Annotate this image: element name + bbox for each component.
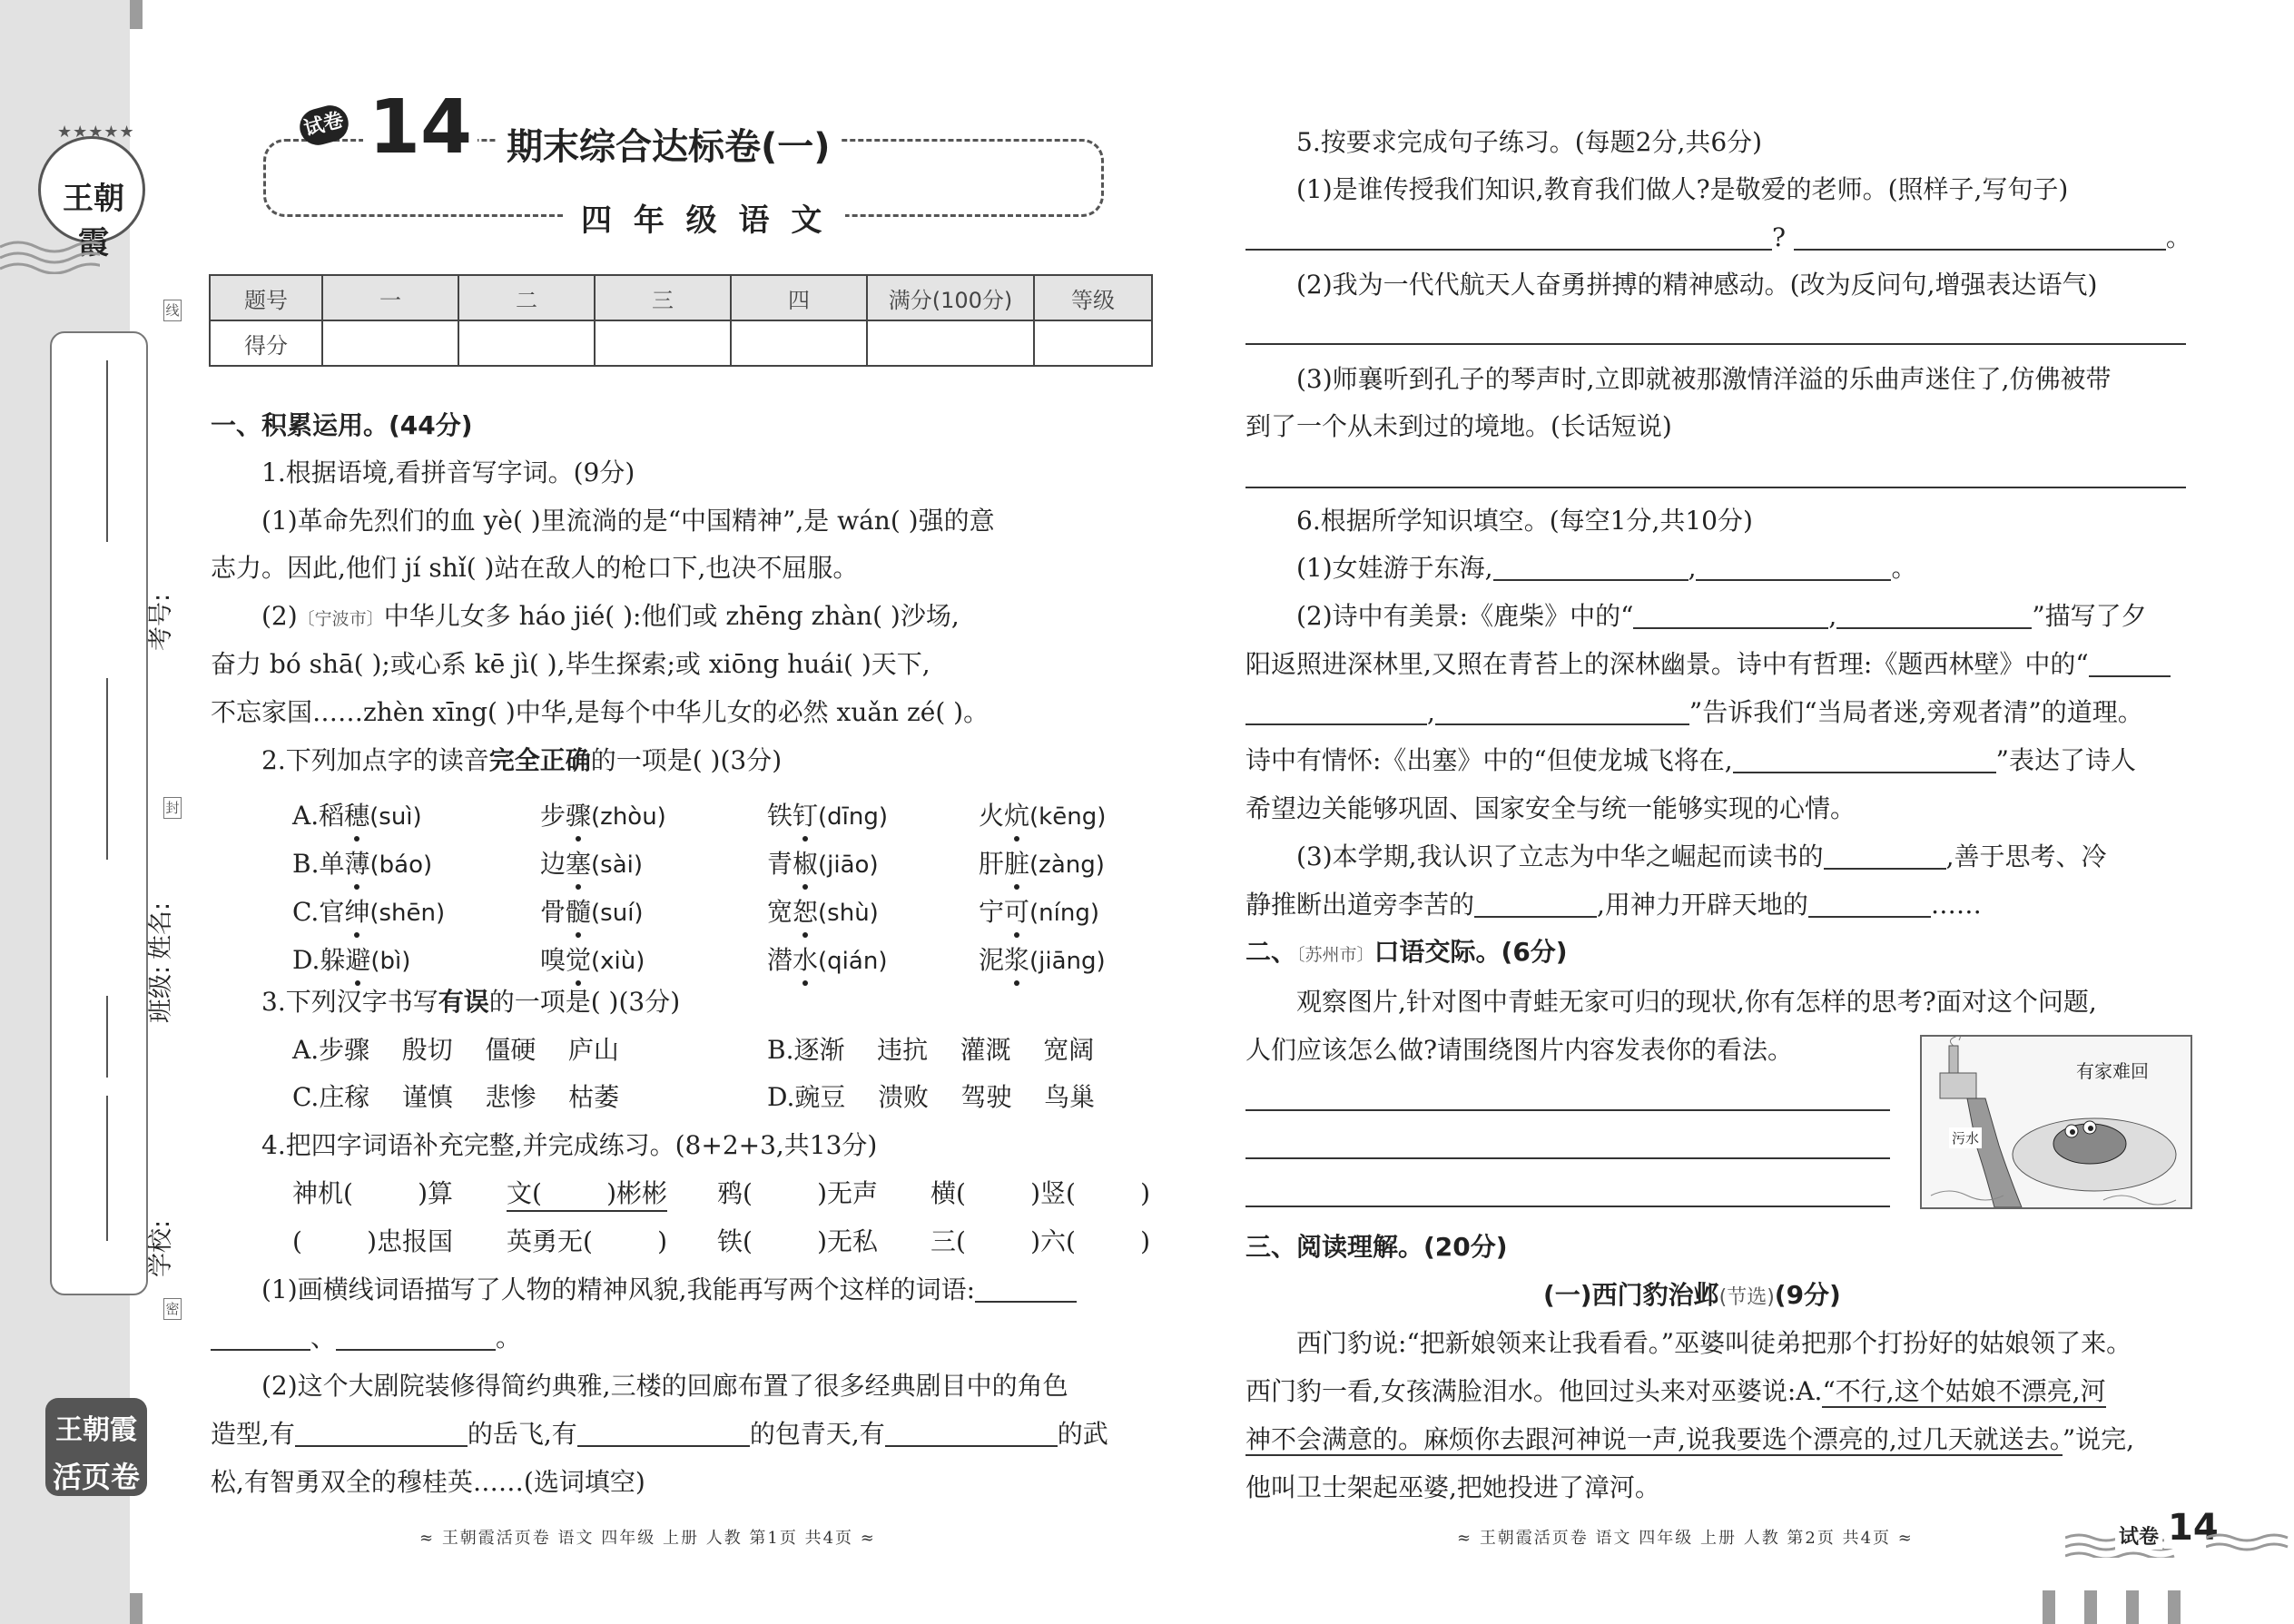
- score-cell[interactable]: [458, 320, 595, 366]
- section1-heading: 一、积累运用。(44分): [211, 410, 473, 440]
- q6-l4: [1245, 697, 2143, 727]
- q2-option-item: [292, 796, 422, 832]
- q2-option-item: [767, 796, 888, 832]
- q3-option-b: B.逐渐 违抗 灌溉 宽阔: [767, 1035, 1095, 1065]
- corner-wave-right: [2206, 1530, 2294, 1558]
- punct: ,: [1427, 697, 1435, 727]
- school-line[interactable]: [106, 1096, 108, 1241]
- q5-s1: (1)是谁传授我们知识,教育我们做人?是敬爱的老师。(照样子,写句子): [1296, 174, 2069, 204]
- underlined-text: 神不会满意的。麻烦你去跟河神说一声,说我要选个漂亮的,过几天就送去。: [1245, 1424, 2063, 1454]
- score-cell[interactable]: [595, 320, 731, 366]
- class-label: 班级:: [147, 965, 175, 1023]
- pinyin: (sài): [591, 851, 644, 879]
- q2-option-item: [979, 796, 1106, 832]
- score-cell[interactable]: [322, 320, 458, 366]
- q3-stem-a: 3.下列汉字书写: [261, 987, 438, 1017]
- text: ”说完,: [2062, 1424, 2135, 1454]
- index-mark: [2126, 1590, 2139, 1624]
- header-cell: 二: [458, 275, 595, 320]
- illustration-label: 污水: [1949, 1127, 1982, 1148]
- score-label: 得分: [210, 320, 322, 366]
- text: (2)诗中有美景:《鹿柴》中的“: [1296, 601, 1634, 631]
- text: 二、: [1245, 937, 1297, 967]
- answer-line[interactable]: [1245, 1109, 1890, 1111]
- dotted-character: 椒: [793, 849, 819, 879]
- header-cell: 等级: [1034, 275, 1152, 320]
- section2-prompt-line1: 观察图片,针对图中青蛙无家可归的现状,你有怎样的思考?面对这个问题,: [1296, 987, 2097, 1017]
- q4-part2-line1: (2)这个大剧院装修得简约典雅,三楼的回廊布置了很多经典剧目中的角色: [261, 1371, 1068, 1401]
- answer-blank[interactable]: [1245, 225, 1772, 251]
- q5-stem: 5.按要求完成句子练习。(每题2分,共6分): [1296, 127, 1763, 157]
- footer-left-text: 王朝霞活页卷 语文 四年级 上册 人教 第1页 共4页: [441, 1529, 854, 1548]
- q6-l3: [1245, 649, 2171, 679]
- crop-mark: [130, 0, 143, 29]
- q4-idiom: 三( )六( ): [930, 1226, 1151, 1256]
- text: 青: [767, 849, 793, 879]
- name-label: 姓名:: [147, 901, 175, 960]
- text: 造型,有: [211, 1419, 295, 1449]
- text: 的包青天,有: [749, 1419, 885, 1449]
- q2-option-item: [767, 892, 879, 929]
- q6-l6: 希望边关能够巩固、国家安全与统一能够实现的心情。: [1245, 793, 1856, 823]
- punct: ,: [1688, 553, 1697, 583]
- text: 铁: [767, 801, 793, 831]
- answer-blank[interactable]: [975, 1277, 1077, 1303]
- text: (节选): [1718, 1286, 1775, 1309]
- exam-no-label: 考号:: [147, 593, 175, 651]
- q4-part1: [261, 1277, 1077, 1303]
- pinyin: (jiāng): [1029, 948, 1106, 975]
- q1-line3-text: 中华儿女多 háo jié( ):他们或 zhēng zhàn( )沙场,: [383, 601, 960, 631]
- punct: ,: [1828, 601, 1837, 631]
- q3-stem-c: 的一项是( )(3分): [488, 987, 681, 1017]
- pinyin: (suí): [591, 900, 644, 927]
- paper-subtitle: 四 年 级 语 文: [563, 195, 845, 240]
- answer-blank[interactable]: [1493, 556, 1689, 581]
- q1-line1: (1)革命先烈们的血 yè( )里流淌的是“中国精神”,是 wán( )强的意: [261, 506, 995, 536]
- footer-left: ≈ 王朝霞活页卷 语文 四年级 上册 人教 第1页 共4页 ≈: [419, 1529, 876, 1548]
- q4-part2-line3: 松,有智勇双全的穆桂英……(选词填空): [211, 1467, 645, 1497]
- q2-option-item: [540, 796, 666, 832]
- pinyin: (kēng): [1029, 803, 1107, 831]
- text: 阳返照进深林里,又照在青苔上的深林幽景。诗中有哲理:《题西林壁》中的“: [1245, 649, 2089, 679]
- text: ”告诉我们“当局者迷,旁观者清”的道理。: [1689, 697, 2143, 727]
- text: 西门豹一看,女孩满脸泪水。他回过头来对巫婆说:A.: [1245, 1376, 1823, 1406]
- punct: 、: [310, 1323, 337, 1353]
- text: (3)本学期,我认识了立志为中华之崛起而读书的: [1296, 842, 1824, 871]
- pinyin: (jiāo): [818, 851, 879, 879]
- text: ……: [1930, 890, 1982, 920]
- q6-stem: 6.根据所学知识填空。(每空1分,共10分): [1296, 506, 1753, 536]
- footer-right-text: 王朝霞活页卷 语文 四年级 上册 人教 第2页 共4页: [1479, 1529, 1892, 1548]
- q6-l5: [1245, 745, 2136, 775]
- q2-stem-emphasis: 完全正确: [488, 745, 591, 775]
- q3-stem: [261, 989, 680, 1015]
- answer-blank[interactable]: [1474, 892, 1597, 918]
- index-mark: [2043, 1590, 2055, 1624]
- school-label: 学校:: [147, 1219, 175, 1277]
- dotted-character: 穗: [344, 801, 370, 831]
- q2-option-item: [979, 892, 1099, 929]
- answer-blank[interactable]: [1696, 556, 1891, 581]
- dotted-character: 炕: [1004, 801, 1030, 831]
- q3-option-a: A.步骤 殷切 僵硬 庐山: [292, 1035, 619, 1065]
- dotted-character: 觉: [566, 945, 592, 975]
- q6-l8: [1245, 892, 1982, 918]
- q3-option-d: D.豌豆 溃败 驾驶 鸟巢: [767, 1082, 1096, 1112]
- text: 骨: [540, 897, 566, 927]
- answer-blank[interactable]: [211, 1325, 310, 1351]
- pinyin: (zhòu): [591, 803, 666, 831]
- q1-stem: 1.根据语境,看拼音写字词。(9分): [261, 458, 635, 487]
- text: 口语交际。(6分): [1373, 937, 1568, 967]
- q1-line5: 不忘家国……zhèn xīng( )中华,是每个中华儿女的必然 xuǎn zé( )。: [211, 697, 989, 727]
- text: B.单: [292, 849, 345, 879]
- score-table: [209, 274, 1153, 367]
- text: 火: [979, 801, 1005, 831]
- answer-blank[interactable]: [885, 1422, 1058, 1447]
- paper-number: 14: [363, 91, 478, 165]
- dotted-character: 恕: [793, 897, 819, 927]
- illustration-caption: 有家难回: [2076, 1060, 2149, 1082]
- class-line-top: [106, 996, 108, 1050]
- badge-line2: 活页卷: [52, 1460, 140, 1494]
- answer-blank[interactable]: [1836, 604, 2032, 629]
- text: ,用神力开辟天地的: [1597, 890, 1808, 920]
- pinyin: (suì): [369, 803, 422, 831]
- answer-blank[interactable]: [1824, 844, 1946, 870]
- answer-blank[interactable]: [1733, 748, 1996, 773]
- brand-logo: [38, 123, 145, 261]
- logo-stars: ★★★★★: [57, 123, 135, 142]
- q5-s2: (2)我为一代代航天人奋勇拼搏的精神感动。(改为反问句,增强表达语气): [1296, 270, 2098, 300]
- gutter-wave-lines: [0, 238, 100, 274]
- passage-line2: [1245, 1376, 2106, 1406]
- text: 肝: [979, 849, 1005, 879]
- text: 诗中有情怀:《出塞》中的“但使龙城飞将在,: [1245, 745, 1733, 775]
- q4-idiom: 鸦( )无声: [717, 1178, 879, 1208]
- q2-option-item: [767, 940, 887, 977]
- pinyin: (qián): [818, 948, 888, 975]
- q4-part1-cont: [211, 1325, 521, 1351]
- q2-stem: [261, 745, 783, 775]
- text: 宁: [979, 897, 1005, 927]
- class-line[interactable]: [106, 1050, 108, 1078]
- name-line[interactable]: [106, 678, 108, 860]
- punct: ?: [1772, 222, 1787, 252]
- q2-option-item: [540, 940, 645, 977]
- dotted-character: 薄: [344, 849, 370, 879]
- q1-line3: [261, 601, 960, 632]
- footer-right: ≈ 王朝霞活页卷 语文 四年级 上册 人教 第2页 共4页 ≈: [1457, 1529, 1914, 1548]
- text: C.官: [292, 897, 345, 927]
- answer-blank[interactable]: [1794, 225, 2166, 251]
- q6-l2: [1296, 601, 2147, 631]
- q5-s3-line2: 到了一个从未到过的境地。(长话短说): [1245, 411, 1672, 441]
- header-cell: 四: [731, 275, 867, 320]
- q2-option-item: [540, 844, 643, 881]
- text: 泥: [979, 945, 1005, 975]
- pinyin: (xiù): [591, 948, 645, 975]
- score-table-row: [210, 320, 1152, 366]
- text: 边: [540, 849, 566, 879]
- pinyin: (shù): [818, 900, 879, 927]
- text: ,善于思考、冷: [1945, 842, 2107, 871]
- dotted-character: 浆: [1004, 945, 1030, 975]
- q1-line3-prefix: (2): [261, 601, 298, 631]
- text: (9分): [1774, 1280, 1841, 1310]
- seal-mark-seal: 封: [163, 797, 182, 819]
- q6-l1: [1296, 553, 1917, 583]
- brand-badge: [45, 1398, 147, 1496]
- region-tag: 〔宁波市〕: [297, 609, 384, 629]
- score-cell[interactable]: [1034, 320, 1152, 366]
- corner-number: 14: [2164, 1507, 2222, 1549]
- underlined-text: “不行,这个姑娘不漂亮,河: [1822, 1376, 2106, 1406]
- punct: 。: [2165, 222, 2191, 252]
- punct: 。: [1891, 553, 1917, 583]
- text: 步: [540, 801, 566, 831]
- seal-mark-line: 线: [163, 300, 182, 321]
- dotted-character: 脏: [1004, 849, 1030, 879]
- index-mark: [2168, 1590, 2181, 1624]
- dotted-character: 水: [793, 945, 819, 975]
- dotted-character: 髓: [566, 897, 592, 927]
- answer-line[interactable]: [1245, 343, 2186, 345]
- pinyin: (dīng): [818, 803, 889, 831]
- q4-idiom: 神机( )算: [292, 1178, 454, 1208]
- text: 静推断出道旁李苦的: [1245, 890, 1475, 920]
- q1-line4: 奋力 bó shā( );或心系 kē jì( ),毕生探索;或 xiōng huái( )天下,: [211, 649, 930, 679]
- answer-line[interactable]: [1245, 1206, 1890, 1207]
- seal-mark-secret: 密: [163, 1298, 182, 1320]
- text: A.稻: [292, 801, 345, 831]
- answer-blank[interactable]: [1435, 700, 1689, 725]
- text: D.躲: [292, 945, 346, 975]
- header-cell: 三: [595, 275, 731, 320]
- q4-idiom: ( )忠报国: [292, 1226, 454, 1256]
- q4-stem: 4.把四字词语补充完整,并完成练习。(8+2+3,共13分): [261, 1130, 878, 1160]
- q2-option-item: [292, 940, 410, 977]
- text: 潜: [767, 945, 793, 975]
- section3-heading: 三、阅读理解。(20分): [1245, 1232, 1508, 1262]
- answer-blank[interactable]: [295, 1422, 468, 1447]
- pinyin: (shēn): [369, 900, 446, 927]
- q2-option-item: [979, 844, 1105, 881]
- answer-blank[interactable]: [577, 1422, 750, 1447]
- dotted-character: 钉: [793, 801, 819, 831]
- text: ”描写了夕: [2032, 601, 2147, 631]
- text: 的武: [1057, 1419, 1108, 1449]
- q4-part1-text: (1)画横线词语描写了人物的精神风貌,我能再写两个这样的词语:: [261, 1275, 975, 1304]
- paper-tag: 试卷: [296, 102, 353, 150]
- answer-line[interactable]: [1245, 1157, 1890, 1159]
- q2-option-item: [979, 940, 1106, 977]
- header-cell: 题号: [210, 275, 322, 320]
- region-tag: 〔苏州市〕: [1296, 945, 1374, 965]
- index-mark: [2084, 1590, 2097, 1624]
- pinyin: (bì): [370, 948, 411, 975]
- q2-stem-c: 的一项是( )(3分): [590, 745, 783, 775]
- q5-s3-line1: (3)师襄听到孔子的琴声时,立即就被那激情洋溢的乐曲声迷住了,仿佛被带: [1296, 364, 2112, 394]
- answer-blank[interactable]: [1245, 700, 1427, 725]
- q2-option-item: [767, 844, 879, 881]
- dotted-character: 骤: [566, 801, 592, 831]
- score-table-header: [210, 275, 1152, 320]
- pinyin: (níng): [1029, 900, 1100, 927]
- text: 宽: [767, 897, 793, 927]
- q4-idiom: 铁( )无私: [717, 1226, 879, 1256]
- score-cell[interactable]: [867, 320, 1034, 366]
- q3-option-c: C.庄稼 谨慎 悲惨 枯萎: [292, 1082, 620, 1112]
- q4-idiom: 英勇无( ): [507, 1226, 668, 1256]
- q4-idiom-underlined: 文( )彬彬: [507, 1181, 667, 1212]
- pinyin: (zàng): [1029, 851, 1105, 879]
- text: 嗅: [540, 945, 566, 975]
- q1-line2: 志力。因此,他们 jí shǐ( )站在敌人的枪口下,也决不屈服。: [211, 553, 859, 583]
- score-cell[interactable]: [731, 320, 867, 366]
- q4-idiom: 横( )竖( ): [930, 1178, 1151, 1208]
- passage-line1: 西门豹说:“把新娘领来让我看看。”巫婆叫徒弟把那个打扮好的姑娘领了来。: [1296, 1328, 2132, 1358]
- answer-blank[interactable]: [2089, 652, 2171, 677]
- q3-stem-emphasis: 有误: [438, 987, 489, 1017]
- text: (一)西门豹治邺: [1543, 1280, 1719, 1310]
- exam-no-line[interactable]: [106, 360, 108, 542]
- answer-blank[interactable]: [1808, 892, 1931, 918]
- text: (1)女娃游于东海,: [1296, 553, 1493, 583]
- q2-option-item: [540, 892, 644, 929]
- student-info-card: [50, 331, 175, 1295]
- text: 的岳飞,有: [467, 1419, 577, 1449]
- dotted-character: 可: [1004, 897, 1030, 927]
- q6-l7: [1296, 844, 2106, 870]
- section2-heading: [1245, 937, 1568, 968]
- dotted-character: 避: [345, 945, 371, 975]
- crop-mark: [130, 1593, 143, 1624]
- q2-stem-a: 2.下列加点字的读音: [261, 745, 489, 775]
- header-cell: 一: [322, 275, 458, 320]
- punct: 。: [496, 1323, 522, 1353]
- badge-line1: 王朝霞: [55, 1414, 137, 1446]
- q2-option-item: [292, 844, 432, 881]
- passage-line4: 他叫卫士架起巫婆,把她投进了漳河。: [1245, 1472, 1660, 1502]
- answer-line[interactable]: [1245, 487, 2186, 488]
- pinyin: (báo): [369, 851, 433, 879]
- text: ”表达了诗人: [1995, 745, 2136, 775]
- passage-line3: [1245, 1424, 2135, 1454]
- passage-title: [1543, 1280, 1841, 1311]
- q5-s1-answer: [1245, 222, 2191, 252]
- q4-part2-line2: [211, 1419, 1108, 1449]
- frog-illustration: [1920, 1035, 2192, 1209]
- dotted-character: 塞: [566, 849, 592, 879]
- dotted-character: 绅: [344, 897, 370, 927]
- illustration-drawing: [1922, 1037, 2191, 1207]
- paper-title: 期末综合达标卷(一): [497, 118, 840, 170]
- section2-prompt-line2: 人们应该怎么做?请围绕图片内容发表你的看法。: [1245, 1035, 1794, 1065]
- header-cell: 满分(100分): [867, 275, 1034, 320]
- answer-blank[interactable]: [336, 1325, 496, 1351]
- corner-tag: 试卷: [2115, 1521, 2162, 1550]
- answer-blank[interactable]: [1633, 604, 1828, 629]
- logo-text: 王朝霞: [63, 181, 124, 261]
- q2-option-item: [292, 892, 445, 929]
